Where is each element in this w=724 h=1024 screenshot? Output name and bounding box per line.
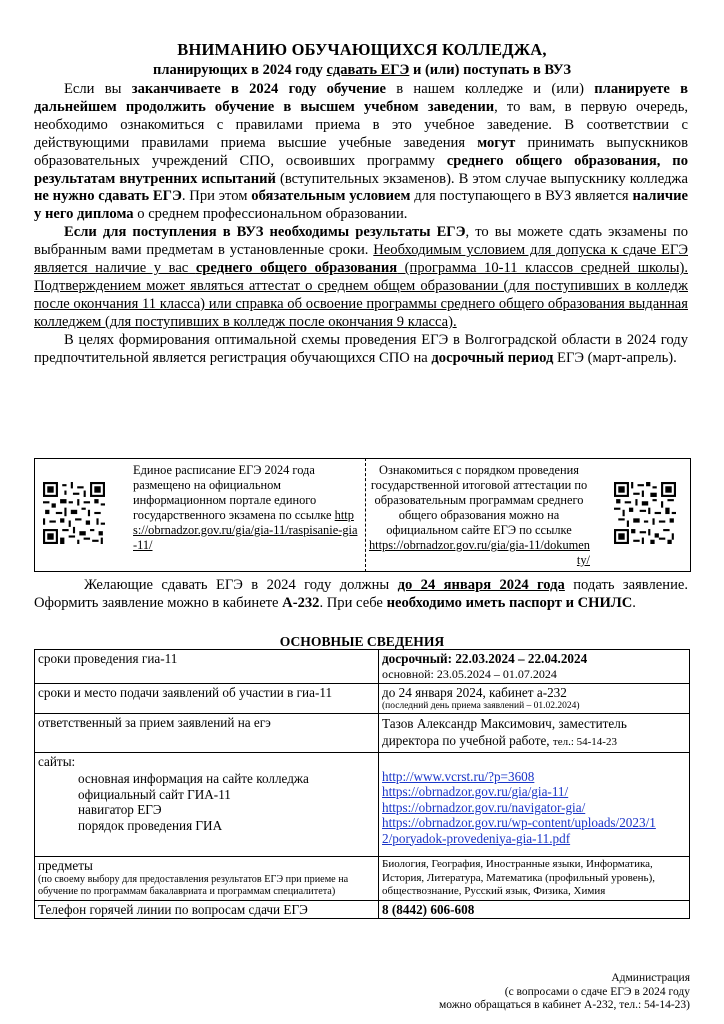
site-label: официальный сайт ГИА-11	[78, 786, 231, 802]
row-value	[379, 752, 690, 857]
p1-bold: планируете в дальнейшем продолжить обучение в высшем учебном заведении	[34, 81, 688, 115]
p2-bold: Если для поступления в ВУЗ необходимы результаты ЕГЭ	[64, 224, 466, 241]
table-row	[35, 684, 690, 714]
procedure-info	[368, 463, 590, 568]
p2-underlined: (программа 10-11 классов средней школы). Подтверждением может являться аттестат о среднем общем образовании (для поступивших в колледж после окончания 11 класса) или справка об освоение программы среднего общего образования выданная колледжем (для поступивших в колледж после окончания 9 класса).	[34, 260, 688, 330]
qr-block-schedule	[34, 458, 366, 572]
row-label: ответственный за прием заявлений на егэ	[35, 713, 379, 752]
deadline-value: до 24 января 2024, кабинет а-232	[382, 685, 567, 700]
footer-line: (с вопросами о сдаче ЕГЭ в 2024 году	[504, 985, 690, 998]
table-row	[35, 857, 690, 901]
p1-bold: наличие у него диплома	[34, 188, 688, 223]
procedure-text: Ознакомиться с порядком проведения государственной итоговой аттестации по образовательным программам среднего общего образования можно на официальном сайте ЕГЭ по ссылке	[370, 463, 588, 537]
hotline-phone: 8 (8442) 606-608	[379, 900, 690, 919]
intro-text	[34, 81, 688, 368]
p4-room: А-232	[282, 594, 320, 611]
college-site-link[interactable]: http://www.vcrst.ru/?p=3608	[382, 768, 535, 784]
site-label: порядок проведения ГИА	[78, 817, 223, 833]
paragraph-3	[34, 332, 688, 368]
responsible-person: Тазов Александр Максимович, заместитель директора по учебной работе,	[382, 715, 627, 748]
p2-underlined: Необходимым условием для допуска к сдаче ЕГЭ является наличие у вас	[34, 242, 689, 277]
sites-label: сайты:	[38, 753, 76, 769]
row-value	[379, 713, 690, 752]
procedure-link-wrap	[368, 538, 590, 568]
p1-text: Если вы	[64, 81, 132, 97]
p2-bold-underlined: среднего общего образования	[195, 260, 398, 277]
p3-bold: досрочный период	[431, 349, 554, 366]
subjects-label: предметы	[38, 858, 93, 873]
p1-text: в нашем колледже и (или)	[386, 81, 595, 97]
table-row	[35, 650, 690, 684]
footer-line: Администрация	[611, 972, 690, 984]
schedule-link[interactable]: https://obrnadzor.gov.ru/gia/gia-11/raspisanie-gia-11/	[133, 508, 358, 552]
p4-documents: необходимо иметь паспорт и СНИЛС	[386, 594, 633, 611]
qr-block-procedure	[364, 458, 691, 572]
p4-deadline: до 24 января 2024 года	[397, 577, 565, 593]
row-label: сроки проведения гиа-11	[35, 650, 379, 684]
paragraph-2	[34, 224, 688, 331]
subjects-note: (по своему выбору для предоставления результатов ЕГЭ при приеме на обучение по программам бакалавриата и программам специалитета)	[38, 873, 349, 897]
p1-bold: могут	[477, 134, 516, 151]
paragraph-4	[34, 577, 688, 613]
footer-line: можно обращаться в кабинет А-232, тел.: 54-14-23)	[438, 999, 690, 1012]
p1-text: принимать выпускников образовательных учреждений СПО, освоивших программу	[34, 134, 688, 169]
sub-heading	[0, 62, 724, 79]
table-row	[35, 900, 690, 919]
site-label: навигатор ЕГЭ	[78, 802, 162, 817]
p3-text: В целях формирования оптимальной схемы проведения ЕГЭ в Волгоградской области в 2024 году предпочтительной является регистрация обучающихся СПО на	[34, 331, 688, 366]
sub-heading-part-1: планирующих в 2024 году	[152, 62, 327, 78]
p4-text: подать заявление. Оформить заявление можно в кабинете	[34, 577, 689, 611]
last-day-note: (последний день приема заявлений – 01.02.2024)	[382, 700, 580, 711]
p4-text: . При себе	[319, 594, 387, 611]
main-period: основной: 23.05.2024 – 01.07.2024	[382, 666, 557, 681]
table-row	[35, 713, 690, 752]
navigator-link[interactable]: https://obrnadzor.gov.ru/navigator-gia/	[382, 799, 586, 815]
footer-note	[439, 972, 690, 1013]
row-label: Телефон горячей линии по вопросам сдачи ЕГЭ	[35, 900, 379, 919]
p1-bold: заканчиваете в 2024 году обучение	[131, 81, 386, 97]
section-title: ОСНОВНЫЕ СВЕДЕНИЯ	[279, 634, 445, 649]
p4-text: Желающие сдавать ЕГЭ в 2024 году должны	[84, 577, 398, 593]
p1-bold: не нужно сдавать ЕГЭ	[34, 188, 182, 205]
qr-code-icon[interactable]	[614, 482, 676, 544]
p1-text: , то вам, в первую очередь, необходимо ознакомиться с правилами приема в это учебное заведение. В соответствии с действующими правилами приема высшие учебные заведения	[34, 98, 689, 151]
site-label: основная информация на сайте колледжа	[78, 771, 309, 786]
p2-text: , то вы можете сдать экзамены по выбранным вами предметам в установленные сроки.	[34, 224, 688, 259]
row-label: сроки и место подачи заявлений об участии в гиа-11	[35, 684, 379, 714]
early-period: досрочный: 22.03.2024 – 22.04.2024	[382, 651, 588, 666]
row-value	[379, 650, 690, 684]
info-table	[34, 649, 690, 919]
p1-text: о среднем профессиональном образовании.	[133, 206, 408, 223]
p4-text: .	[632, 594, 636, 611]
table-row	[35, 752, 690, 857]
p1-bold: среднего общего образования, по результатам внутренних испытаний	[34, 152, 688, 187]
row-value	[379, 684, 690, 714]
p3-text: ЕГЭ (март-апрель).	[553, 349, 677, 366]
procedure-link[interactable]: https://obrnadzor.gov.ru/gia/gia-11/dokumenty/	[368, 538, 590, 567]
schedule-text: Единое расписание ЕГЭ 2024 года размещено на официальном информационном портале единого государственного экзамена по ссылке	[133, 463, 332, 522]
row-label	[35, 752, 379, 857]
p1-text: . При этом	[181, 188, 252, 205]
spacer	[38, 833, 375, 855]
spacer	[382, 754, 686, 769]
p1-text: для поступающего в ВУЗ является	[410, 188, 633, 205]
paragraph-1	[34, 81, 688, 224]
schedule-info	[133, 463, 361, 553]
responsible-phone: тел.: 54-14-23	[552, 735, 617, 748]
gia-site-link[interactable]: https://obrnadzor.gov.ru/gia/gia-11/	[382, 784, 569, 799]
row-label	[35, 857, 379, 901]
procedure-doc-link[interactable]: https://obrnadzor.gov.ru/wp-content/uploads/2023/12/poryadok-provedeniya-gia-11.pdf	[382, 815, 656, 846]
sub-heading-part-2: и (или) поступать в ВУЗ	[409, 62, 571, 78]
qr-code-icon[interactable]	[43, 482, 105, 544]
p1-bold: обязательным условием	[251, 188, 411, 205]
p1-text: (вступительных экзаменов). В этом случае выпускнику колледжа	[275, 170, 688, 187]
row-value: Биология, География, Иностранные языки, Информатика, История, Литература, Математика (профильный уровень), обществознание, Русский язык, Физика, Химия	[379, 857, 690, 901]
main-heading: ВНИМАНИЮ ОБУЧАЮЩИХСЯ КОЛЛЕДЖА,	[177, 40, 547, 59]
application-text	[34, 577, 688, 613]
sub-heading-underlined: сдавать ЕГЭ	[326, 62, 410, 78]
